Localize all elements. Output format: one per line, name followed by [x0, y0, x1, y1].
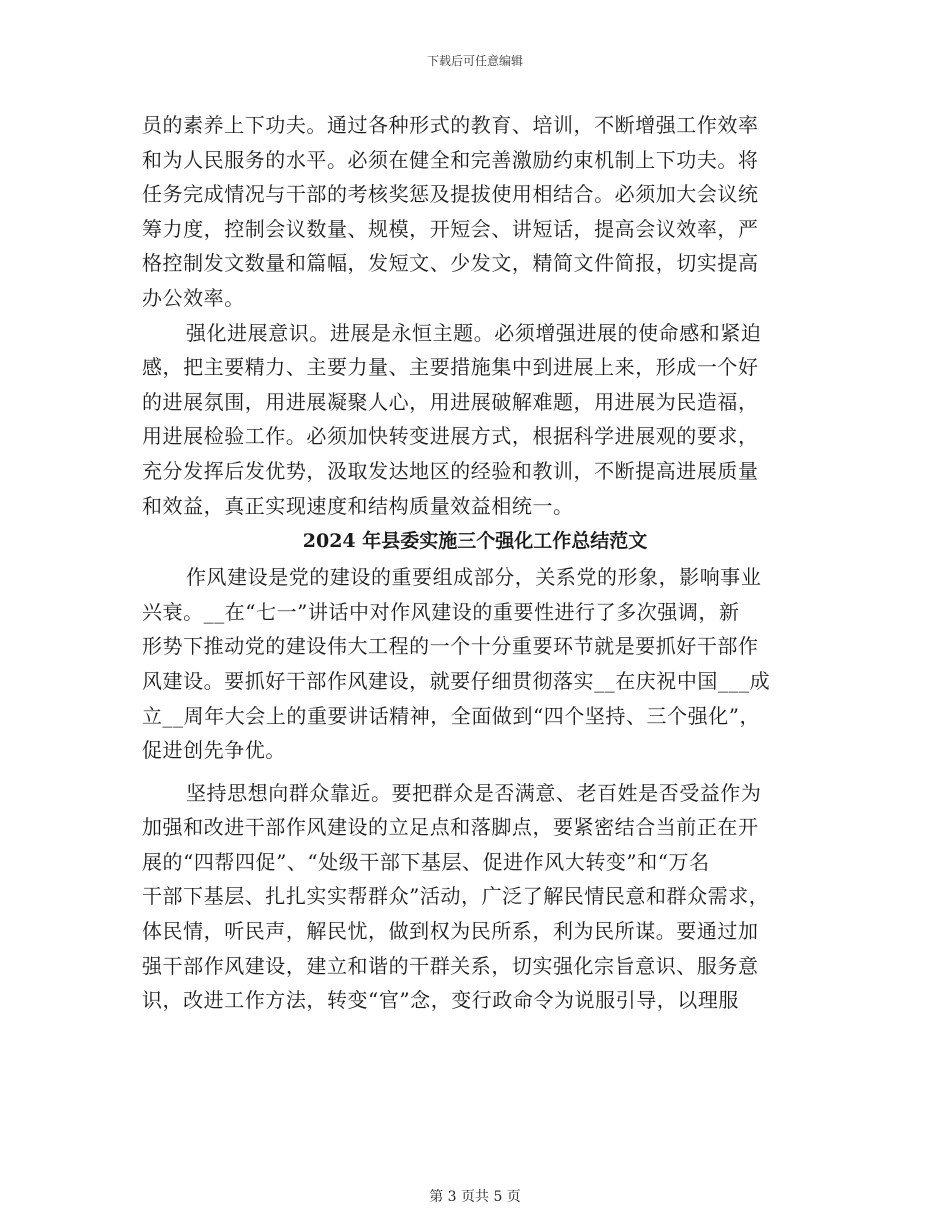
paragraph-line: 感，把主要精力、主要力量、主要措施集中到进展上来，形成一个好 [142, 355, 759, 380]
paragraph-line: 识，改进工作方法，转变“官”念，变行政命令为说服引导，以理服 [142, 988, 739, 1013]
paragraph-line: 充分发挥后发优势，汲取发达地区的经验和教训，不断提高进展质量 [142, 458, 759, 483]
paragraph-line: 坚持思想向群众靠近。要把群众是否满意、老百姓是否受益作为 [186, 780, 762, 805]
section-title: 2024 年县委实施三个强化工作总结范文 [302, 530, 648, 553]
document-body [142, 108, 808, 1018]
paragraph-line: 格控制发文数量和篇幅，发短文、少发文，精简文件简报，切实提高 [142, 251, 759, 276]
paragraph-line: 立__周年大会上的重要讲话精神，全面做到“四个坚持、三个强化”， [142, 703, 761, 728]
paragraph-line: 促进创先争优。 [142, 738, 286, 763]
page-header: 下载后可任意编辑 [426, 54, 523, 68]
paragraph-line: 加强和改进干部作风建设的立足点和落脚点，要紧密结合当前正在开 [142, 815, 759, 840]
paragraph-4 [142, 776, 808, 1018]
paragraph-line: 展的“四帮四促”、“处级干部下基层、促进作风大转变”和“万名 [142, 849, 710, 874]
paragraph-line: 风建设。要抓好干部作风建设，就要仔细贯彻落实__在庆祝中国___成 [142, 668, 771, 693]
paragraph-line: 形势下推动党的建设伟大工程的一个十分重要环节就是要抓好干部作 [142, 634, 759, 659]
paragraph-line: 办公效率。 [142, 285, 245, 310]
paragraph-line: 筹力度，控制会议数量、规模，开短会、讲短话，提高会议效率，严 [142, 216, 759, 241]
paragraph-3 [142, 560, 808, 768]
paragraph-line: 强化进展意识。进展是永恒主题。必须增强进展的使命感和紧迫 [186, 320, 762, 345]
paragraph-line: 体民情，听民声，解民忧，做到权为民所系，利为民所谋。要通过加 [142, 919, 759, 944]
paragraph-line: 作风建设是党的建设的重要组成部分，关系党的形象，影响事业 [186, 565, 762, 590]
paragraph-line: 干部下基层、扎扎实实帮群众”活动，广泛了解民情民意和群众需求， [142, 884, 770, 909]
paragraph-line: 和为人民服务的水平。必须在健全和完善激励约束机制上下功夫。将 [142, 147, 759, 172]
paragraph-line: 用进展检验工作。必须加快转变进展方式，根据科学进展观的要求， [142, 424, 759, 449]
paragraph-1 [142, 108, 808, 316]
page-footer: 第 3 页共 5 页 [429, 1189, 521, 1205]
paragraph-line: 强干部作风建设，建立和谐的干群关系，切实强化宗旨意识、服务意 [142, 953, 759, 978]
paragraph-line: 员的素养上下功夫。通过各种形式的教育、培训，不断增强工作效率 [142, 113, 759, 137]
paragraph-line: 和效益，真正实现速度和结构质量效益相统一。 [142, 493, 574, 518]
paragraph-2 [142, 316, 808, 524]
paragraph-line: 任务完成情况与干部的考核奖惩及提拔使用相结合。必须加大会议统 [142, 182, 759, 207]
paragraph-line: 的进展氛围，用进展凝聚人心，用进展破解难题，用进展为民造福， [142, 389, 759, 414]
paragraph-line: 兴衰。__在“七一”讲话中对作风建设的重要性进行了多次强调，新 [142, 599, 740, 624]
